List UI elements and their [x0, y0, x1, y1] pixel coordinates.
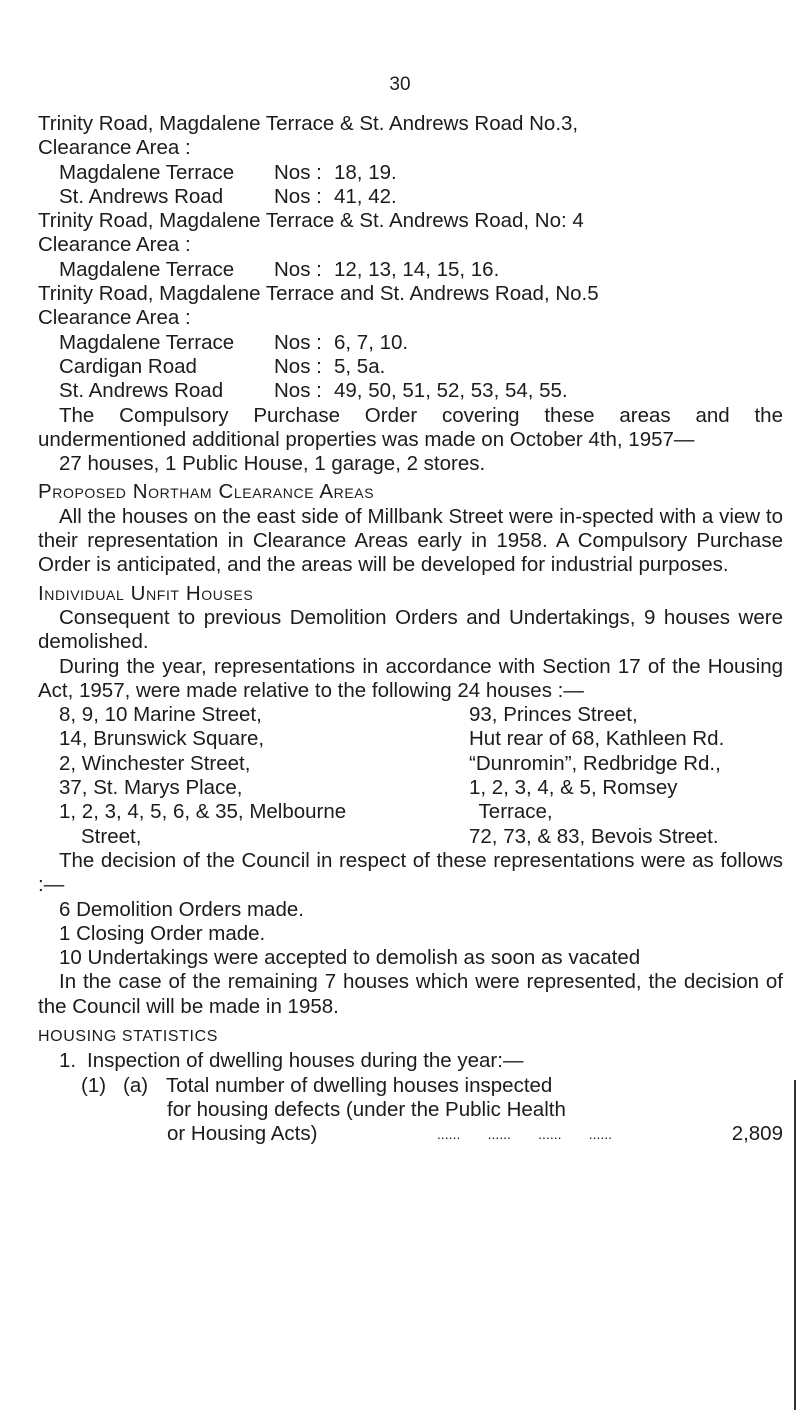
- area-row: St. Andrews Road Nos : 49, 50, 51, 52, 53, 54, 55.: [59, 379, 568, 403]
- cpo-paragraph: The Compulsory Purchase Order covering these areas and the undermentioned additional properties was made on October 4th, 1957—: [38, 403, 783, 451]
- address-row: 14, Brunswick Square, Hut rear of 68, Kathleen Rd.: [59, 727, 725, 751]
- page-number: 30: [389, 74, 411, 95]
- area-5-subheading: Clearance Area :: [38, 306, 191, 330]
- remaining-paragraph: In the case of the remaining 7 houses which were represented, the decision of the Council will be made in 1958.: [38, 970, 783, 1018]
- cpo-items: 27 houses, 1 Public House, 1 garage, 2 stores.: [59, 452, 486, 476]
- clearance-area-5: [38, 282, 783, 403]
- area-4-subheading: Clearance Area :: [38, 233, 191, 257]
- stats-value: 2,809: [731, 1122, 783, 1146]
- stats-value-row: or Housing Acts) ...... ...... ...... ...... 2,809: [167, 1122, 783, 1146]
- document-body: [38, 112, 783, 1146]
- page-edge-shadow: [794, 1080, 796, 1410]
- unfit-paragraph-2: During the year, representations in accordance with Section 17 of the Housing Act, 1957, were made relative to the following 24 houses :—: [38, 654, 783, 702]
- dot-leader: ...... ...... ...... ......: [437, 1126, 613, 1143]
- address-list: [38, 703, 783, 849]
- area-row: Magdalene Terrace Nos : 6, 7, 10.: [59, 330, 409, 354]
- decision-item: 6 Demolition Orders made.: [59, 897, 304, 921]
- address-row: 1, 2, 3, 4, 5, 6, & 35, Melbourne Terrace,: [59, 800, 553, 824]
- area-3-subheading: Clearance Area :: [38, 136, 191, 160]
- address-row: 37, St. Marys Place, 1, 2, 3, 4, & 5, Romsey: [59, 776, 678, 800]
- decision-item: 10 Undertakings were accepted to demolish as soon as vacated: [59, 946, 641, 970]
- area-row: St. Andrews Road Nos : 41, 42.: [59, 184, 397, 208]
- stats-sub-text: for housing defects (under the Public Health: [167, 1097, 566, 1121]
- unfit-paragraph-1: Consequent to previous Demolition Orders and Undertakings, 9 houses were demolished.: [38, 605, 783, 654]
- area-row: Magdalene Terrace Nos : 12, 13, 14, 15, 16.: [59, 257, 500, 281]
- area-row: Cardigan Road Nos : 5, 5a.: [59, 354, 386, 378]
- area-4-heading: Trinity Road, Magdalene Terrace & St. Andrews Road, No: 4: [38, 209, 584, 233]
- area-row: Magdalene Terrace Nos : 18, 19.: [59, 160, 397, 184]
- address-row: Street, 72, 73, & 83, Bevois Street.: [81, 824, 719, 848]
- stats-sub-item: (1) (a) Total number of dwelling houses inspected: [81, 1073, 553, 1097]
- housing-statistics-heading: HOUSING STATISTICS: [38, 1027, 218, 1045]
- unfit-houses-heading: Individual Unfit Houses: [38, 581, 254, 605]
- clearance-area-4: [38, 209, 783, 282]
- address-row: 8, 9, 10 Marine Street, 93, Princes Street,: [59, 703, 638, 727]
- address-row: 2, Winchester Street, “Dunromin”, Redbridge Rd.,: [59, 751, 721, 775]
- area-3-heading: Trinity Road, Magdalene Terrace & St. Andrews Road No.3,: [38, 112, 579, 135]
- decision-item: 1 Closing Order made.: [59, 921, 266, 945]
- northam-paragraph: All the houses on the east side of Millbank Street were in-spected with a view to their representation in Clearance Areas early in 1958. A Compulsory Purchase Order is anticipated, and the areas will be developed for industrial purposes.: [38, 504, 783, 577]
- decision-paragraph: The decision of the Council in respect of these representations were as follows :—: [38, 848, 783, 897]
- clearance-area-3: [38, 112, 783, 209]
- stats-item-1: 1. Inspection of dwelling houses during the year:—: [59, 1049, 524, 1073]
- area-5-heading: Trinity Road, Magdalene Terrace and St. Andrews Road, No.5: [38, 282, 599, 306]
- northam-heading: Proposed Northam Clearance Areas: [38, 480, 375, 504]
